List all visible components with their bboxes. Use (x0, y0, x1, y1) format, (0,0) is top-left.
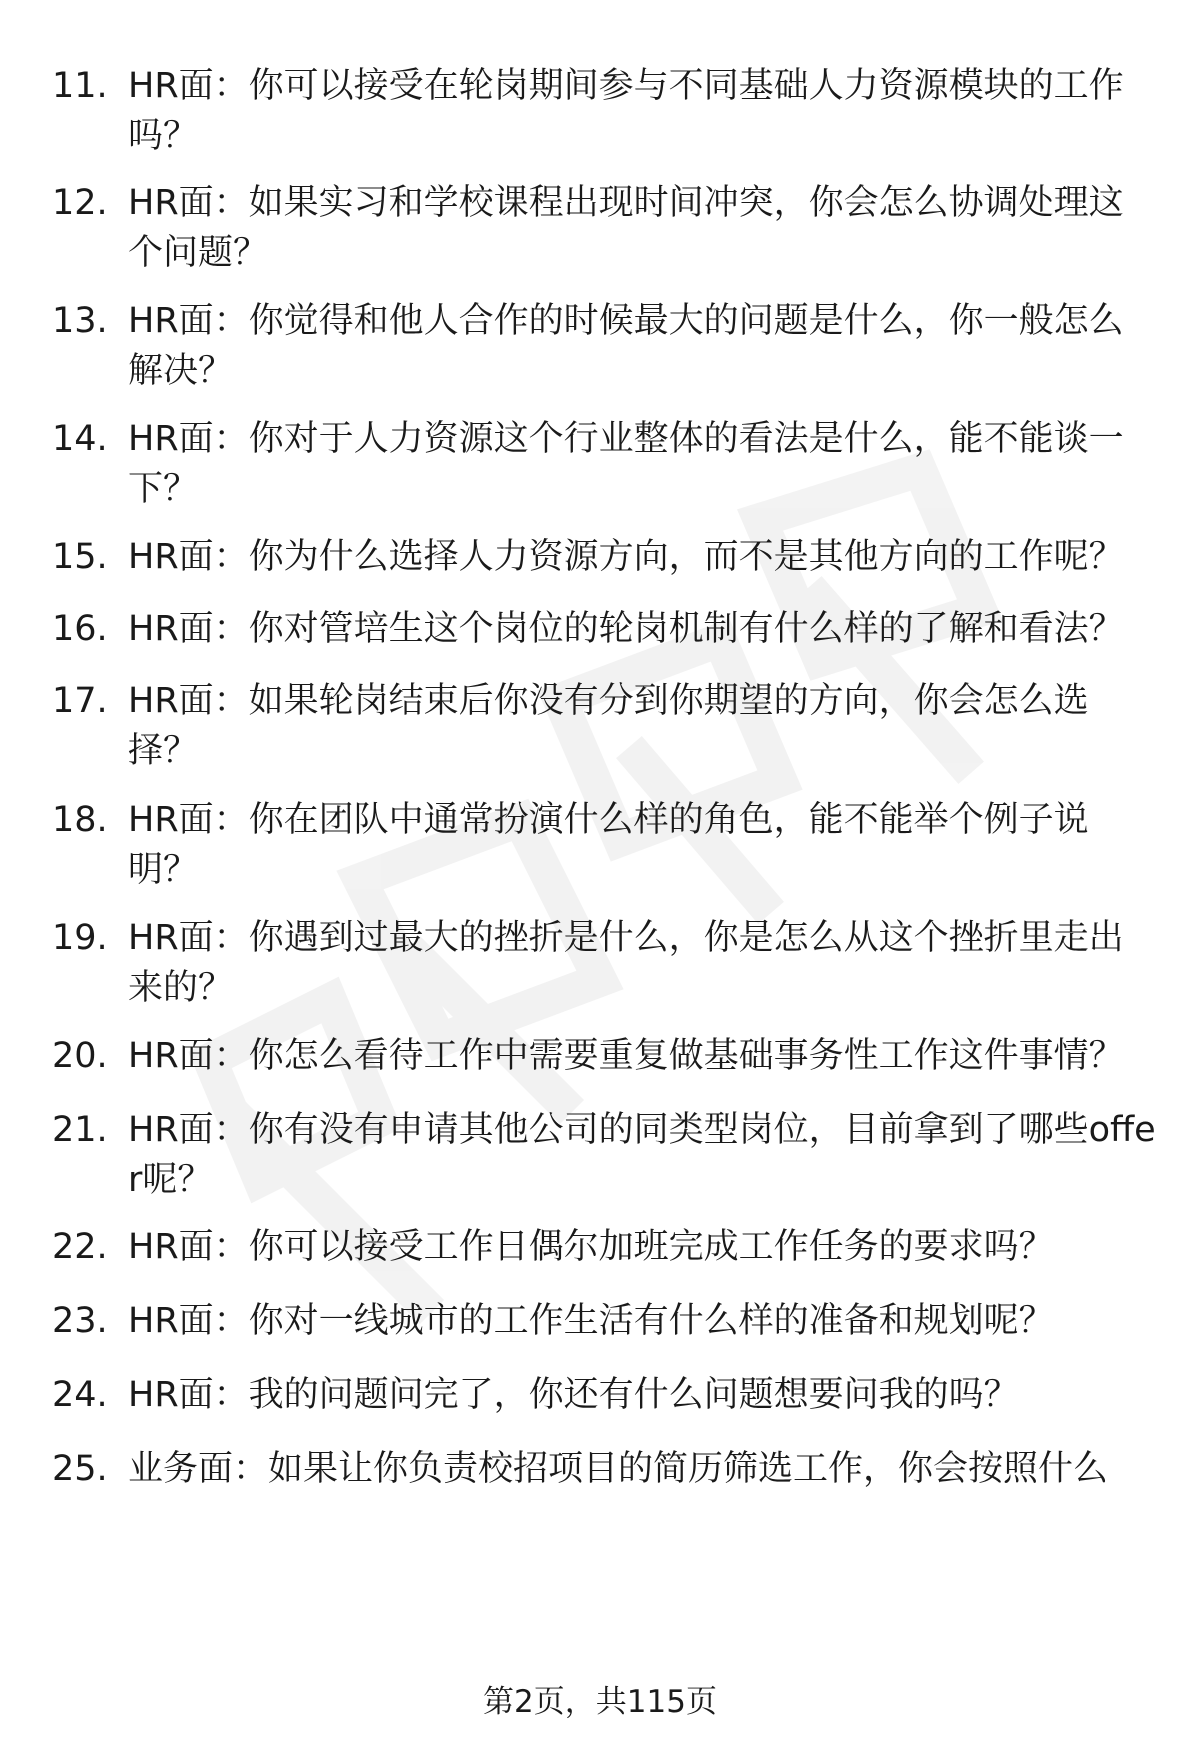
question-number: 15. (52, 537, 108, 577)
question-text: HR面：你觉得和他人合作的时候最大的问题是什么，你一般怎么解决？ (128, 301, 1124, 391)
question-text: HR面：你怎么看待工作中需要重复做基础事务性工作这件事情？ (128, 1036, 1124, 1076)
question-number: 24. (52, 1375, 108, 1415)
question-text: HR面：你可以接受在轮岗期间参与不同基础人力资源模块的工作吗？ (128, 66, 1124, 156)
question-number: 18. (52, 800, 108, 840)
question-number: 17. (52, 681, 108, 721)
question-text: HR面：你可以接受工作日偶尔加班完成工作任务的要求吗？ (128, 1227, 1054, 1267)
question-number: 23. (52, 1301, 108, 1341)
question-text: HR面：你有没有申请其他公司的同类型岗位，目前拿到了哪些offer呢？ (128, 1110, 1156, 1200)
question-text: HR面：你对于人力资源这个行业整体的看法是什么，能不能谈一下？ (128, 419, 1124, 509)
page-number: 第2页，共115页 (483, 1684, 717, 1720)
question-text: HR面：你对管培生这个岗位的轮岗机制有什么样的了解和看法？ (128, 609, 1124, 649)
question-number: 11. (52, 66, 108, 106)
question-number: 19. (52, 918, 108, 958)
question-text: HR面：你为什么选择人力资源方向，而不是其他方向的工作呢？ (128, 537, 1124, 577)
question-text: HR面：你对一线城市的工作生活有什么样的准备和规划呢？ (128, 1301, 1054, 1341)
question-number: 21. (52, 1110, 108, 1150)
question-text: HR面：我的问题问完了，你还有什么问题想要问我的吗？ (128, 1375, 1019, 1415)
question-number: 22. (52, 1227, 108, 1267)
question-number: 12. (52, 183, 108, 223)
question-number: 25. (52, 1449, 108, 1489)
question-number: 14. (52, 419, 108, 459)
question-text: 业务面：如果让你负责校招项目的简历筛选工作，你会按照什么 (128, 1449, 1109, 1489)
question-number: 13. (52, 301, 108, 341)
question-text: HR面：如果实习和学校课程出现时间冲突，你会怎么协调处理这个问题？ (128, 183, 1124, 273)
question-number: 16. (52, 609, 108, 649)
question-text: HR面：如果轮岗结束后你没有分到你期望的方向，你会怎么选择？ (128, 681, 1089, 771)
question-text: HR面：你在团队中通常扮演什么样的角色，能不能举个例子说明？ (128, 800, 1089, 890)
question-number: 20. (52, 1036, 108, 1076)
question-text: HR面：你遇到过最大的挫折是什么，你是怎么从这个挫折里走出来的？ (128, 918, 1124, 1008)
